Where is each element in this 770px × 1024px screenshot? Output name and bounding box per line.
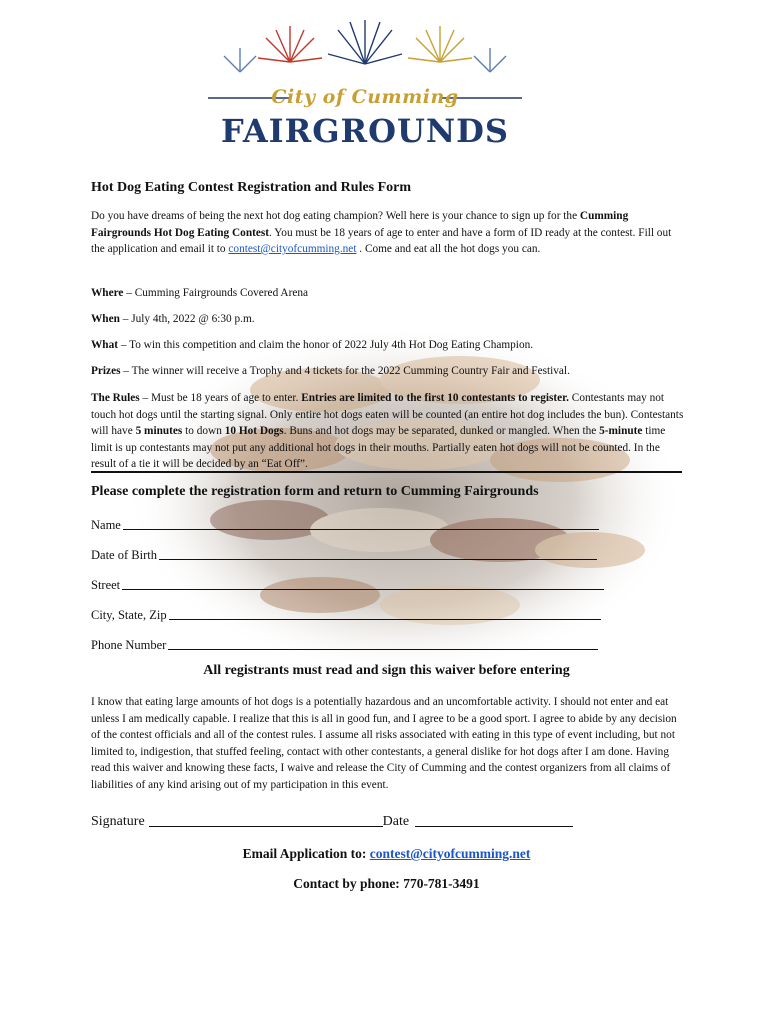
rules-bold-limit-time: 5-minute <box>599 425 643 437</box>
signature-row <box>91 814 573 830</box>
what-line <box>91 337 686 354</box>
street-input-line[interactable] <box>122 588 604 590</box>
contact-phone-number: 770-781-3491 <box>403 876 480 891</box>
phone-field[interactable] <box>91 635 598 653</box>
city-field[interactable] <box>91 605 601 623</box>
intro-email-link[interactable]: contest@cityofcumming.net <box>228 243 357 255</box>
waiver-heading: All registrants must read and sign this waiver before entering <box>203 663 570 678</box>
dob-label: Date of Birth <box>91 548 157 562</box>
section-divider <box>91 471 682 473</box>
logo-main-text: FAIRGROUNDS <box>220 112 510 150</box>
dob-field[interactable] <box>91 545 597 563</box>
prizes-value: – The winner will receive a Trophy and 4 tickets for the 2022 Cumming Country Fair and Festival. <box>120 365 570 377</box>
form-heading: Please complete the registration form and return to Cumming Fairgrounds <box>91 484 539 499</box>
where-label: Where <box>91 287 124 299</box>
intro-paragraph <box>91 208 686 258</box>
rules-bold-count: 10 Hot Dogs <box>224 425 284 437</box>
rules-paragraph <box>91 390 686 473</box>
rules-label: The Rules <box>91 392 140 404</box>
prizes-line <box>91 363 686 380</box>
rules-bold-limit: Entries are limited to the first 10 contestants to register. <box>301 392 569 404</box>
dob-input-line[interactable] <box>159 558 597 560</box>
phone-contact-label: Contact by phone: <box>293 876 404 891</box>
intro-contest-name: Cumming Fairgrounds Hot Dog Eating Contest <box>91 210 629 239</box>
prizes-label: Prizes <box>91 365 121 377</box>
when-line <box>91 311 686 328</box>
rules-text: time limit is up contestants may not put any additional hot dogs in their mouths. Partially eaten hot dogs will not be counted. In the result of a tie it will be decided by an “Eat Off”. <box>91 425 666 470</box>
phone-label: Phone Number <box>91 638 167 652</box>
email-label: Email Application to: <box>242 846 370 861</box>
intro-text-1: Do you have dreams of being the next hot dog eating champion? Well here is your chance to sign up for the <box>91 210 580 222</box>
when-value: – July 4th, 2022 @ 6:30 p.m. <box>119 313 255 325</box>
rules-text: Contestants may not touch hot dogs until the starting signal. Only entire hot dogs eaten will be counted (an entire hot dog includes the bun). Contestants will have <box>91 392 684 437</box>
name-label: Name <box>91 518 121 532</box>
name-input-line[interactable] <box>123 528 599 530</box>
date-input-line[interactable] <box>415 826 573 827</box>
fairgrounds-logo <box>200 14 530 150</box>
city-label: City, State, Zip <box>91 608 167 622</box>
what-label: What <box>91 339 118 351</box>
when-label: When <box>91 313 120 325</box>
intro-text-2: . You must be 18 years of age to enter and have a form of ID ready at the contest. Fill out the application and email it to <box>91 226 672 255</box>
logo-script-text: City of Cumming <box>271 86 459 108</box>
name-field[interactable] <box>91 515 599 533</box>
waiver-text: I know that eating large amounts of hot dogs is a potentially hazardous and an uncomfortable activity. I should not enter and eat unless I am medically capable. I realize that this is all in good fun, and I agree to be a good sport. I agree to abide by any decision of the contest officials and all of the contest rules. I assume all risks associated with eating in this type of event including, but not limited to, indigestion, that stuffed feeling, contact with other contestants, a general dislike for hot dogs after I am done. Having read this waiver and knowing these facts, I waive and release the City of Cumming and the contest organizers from all claims of liabilities of any kind arising out of my participation in this event. <box>91 696 677 791</box>
signature-label: Signature <box>91 814 145 829</box>
contact-phone-line <box>91 876 682 892</box>
city-input-line[interactable] <box>169 618 601 620</box>
page-title: Hot Dog Eating Contest Registration and Rules Form <box>91 180 412 195</box>
where-value: – Cumming Fairgrounds Covered Arena <box>123 287 309 299</box>
date-label: Date <box>382 814 410 829</box>
where-line <box>91 285 686 302</box>
rules-text: – Must be 18 years of age to enter. <box>139 392 302 404</box>
phone-input-line[interactable] <box>168 648 598 650</box>
street-field[interactable] <box>91 575 604 593</box>
what-value: – To win this competition and claim the honor of 2022 July 4th Hot Dog Eating Champion. <box>118 339 534 351</box>
rules-text: to down <box>182 425 225 437</box>
signature-input-line[interactable] <box>149 826 383 827</box>
rules-bold-time: 5 minutes <box>135 425 183 437</box>
street-label: Street <box>91 578 121 592</box>
contact-email-link[interactable]: contest@cityofcumming.net <box>369 846 531 861</box>
rules-text: . Buns and hot dogs may be separated, dunked or mangled. When the <box>283 425 600 437</box>
intro-text-3: . Come and eat all the hot dogs you can. <box>356 243 541 255</box>
email-application-line <box>91 846 682 862</box>
